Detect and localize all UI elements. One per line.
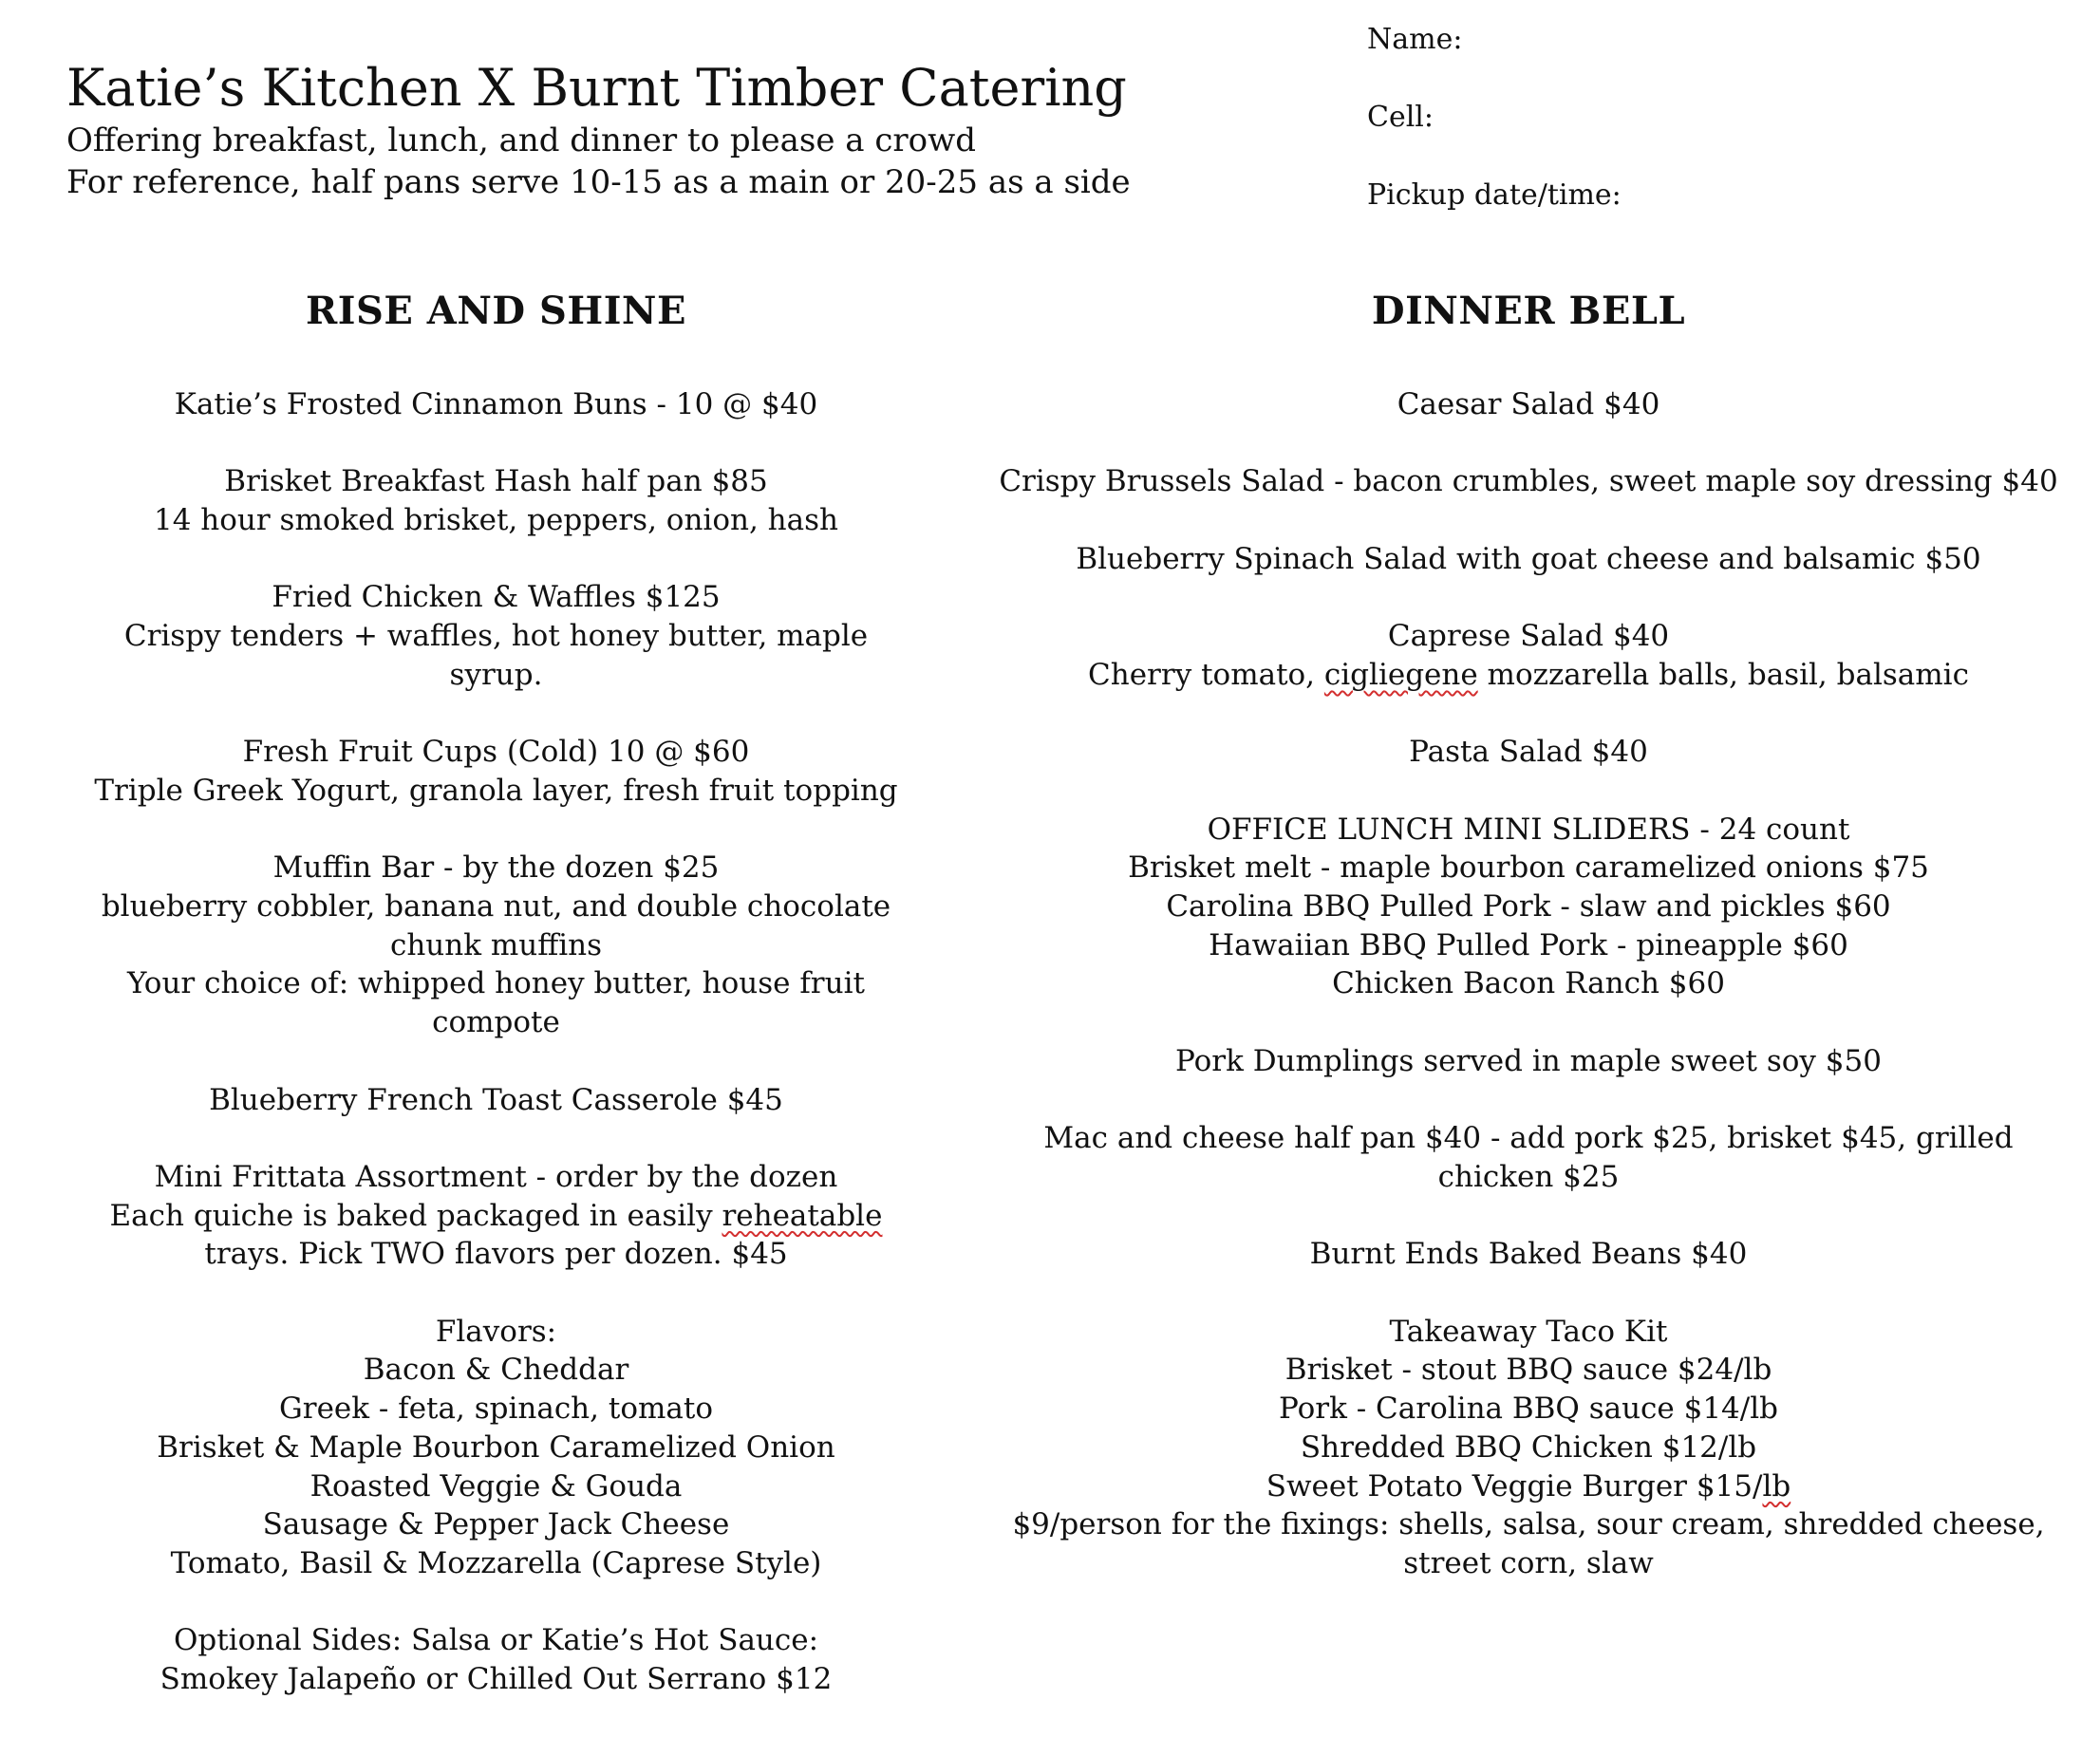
- page-title: Katie’s Kitchen X Burnt Timber Catering: [66, 58, 1127, 118]
- taco-option: Shredded BBQ Chicken $12/lb: [1300, 1429, 1757, 1465]
- menu-item-french-toast: [38, 1081, 954, 1120]
- rise-and-shine-heading: RISE AND SHINE: [306, 289, 686, 333]
- item-title: Pork Dumplings served in maple sweet soy $50: [1175, 1043, 1882, 1078]
- item-description: Triple Greek Yogurt, granola layer, fresh fruit topping: [94, 773, 898, 808]
- item-description: chicken $25: [1437, 1159, 1620, 1194]
- rise-and-shine-column: [38, 283, 954, 1737]
- item-title: Takeaway Taco Kit: [1389, 1314, 1668, 1349]
- optional-sides: [38, 1621, 954, 1698]
- description-text: mozzarella balls, basil, balsamic: [1477, 657, 1969, 692]
- spellcheck-word: reheatable: [722, 1198, 883, 1233]
- flavor-item: Sausage & Pepper Jack Cheese: [262, 1507, 730, 1542]
- flavor-item: Roasted Veggie & Gouda: [309, 1468, 683, 1504]
- item-title: Crispy Brussels Salad - bacon crumbles, sweet maple soy dressing $40: [999, 464, 2058, 499]
- order-form: [1367, 21, 2070, 254]
- item-description: blueberry cobbler, banana nut, and double chocolate: [101, 889, 891, 925]
- item-description: chunk muffins: [389, 927, 603, 962]
- item-title: Mini Frittata Assortment - order by the dozen: [154, 1159, 838, 1194]
- menu-item-muffin-bar: [38, 849, 954, 1042]
- description-text: Cherry tomato,: [1088, 657, 1324, 692]
- menu-item-caprese-salad: [968, 617, 2089, 694]
- menu-header: [66, 57, 1301, 203]
- item-description: 14 hour smoked brisket, peppers, onion, hash: [153, 503, 838, 538]
- description-text: Sweet Potato Veggie Burger $15/: [1266, 1468, 1763, 1504]
- menu-item-pasta-salad: [968, 733, 2089, 772]
- item-title: OFFICE LUNCH MINI SLIDERS - 24 count: [1207, 812, 1850, 847]
- flavor-item: Tomato, Basil & Mozzarella (Caprese Style): [170, 1545, 822, 1580]
- menu-item-chicken-waffles: [38, 578, 954, 694]
- dinner-bell-heading: DINNER BELL: [1371, 289, 1686, 333]
- menu-item-frittata: [38, 1158, 954, 1274]
- menu-item-blueberry-spinach-salad: [968, 540, 2089, 579]
- item-title: Burnt Ends Baked Beans $40: [1309, 1237, 1748, 1272]
- taco-option: Brisket - stout BBQ sauce $24/lb: [1284, 1353, 1772, 1388]
- item-description: Crispy tenders + waffles, hot honey butter, maple: [123, 619, 869, 654]
- item-description: trays. Pick TWO flavors per dozen. $45: [204, 1237, 788, 1272]
- cell-field-label: Cell:: [1367, 101, 1434, 134]
- item-description: [38, 1197, 954, 1236]
- spellcheck-word: cigliegene: [1323, 657, 1478, 692]
- flavors-label: Flavors:: [435, 1314, 557, 1349]
- menu-item-fruit-cups: [38, 733, 954, 810]
- item-title: Fresh Fruit Cups (Cold) 10 @ $60: [242, 735, 750, 770]
- item-description: [968, 656, 2089, 695]
- pickup-field-label: Pickup date/time:: [1367, 178, 1622, 212]
- item-title: Brisket Breakfast Hash half pan $85: [224, 464, 768, 499]
- item-description: $9/person for the fixings: shells, salsa, sour cream, shredded cheese,: [1012, 1507, 2045, 1542]
- slider-option: Chicken Bacon Ranch $60: [1332, 966, 1725, 1001]
- item-title: Optional Sides: Salsa or Katie’s Hot Sauce:: [173, 1623, 819, 1658]
- menu-item-mac-and-cheese: [968, 1119, 2089, 1196]
- item-title: Blueberry French Toast Casserole $45: [209, 1082, 783, 1117]
- menu-item-breakfast-hash: [38, 462, 954, 539]
- item-title: Katie’s Frosted Cinnamon Buns - 10 @ $40: [174, 387, 818, 421]
- slider-option: Carolina BBQ Pulled Pork - slaw and pickles $60: [1166, 889, 1891, 925]
- taco-option: [968, 1467, 2089, 1506]
- item-title: Mac and cheese half pan $40 - add pork $25, brisket $45, grilled: [1043, 1121, 2014, 1156]
- subtitle-offering: Offering breakfast, lunch, and dinner to please a crowd: [66, 121, 976, 159]
- name-field-label: Name:: [1367, 23, 1463, 56]
- slider-option: Hawaiian BBQ Pulled Pork - pineapple $60: [1209, 927, 1848, 962]
- slider-option: Brisket melt - maple bourbon caramelized onions $75: [1128, 850, 1929, 886]
- dinner-bell-column: [968, 283, 2089, 1621]
- subtitle-reference: For reference, half pans serve 10-15 as a main or 20-25 as a side: [66, 163, 1131, 201]
- item-description: syrup.: [449, 657, 543, 692]
- item-description: street corn, slaw: [1403, 1545, 1654, 1580]
- menu-item-cinnamon-buns: [38, 385, 954, 424]
- item-description: Smokey Jalapeño or Chilled Out Serrano $12: [159, 1662, 833, 1697]
- flavor-item: Greek - feta, spinach, tomato: [279, 1391, 713, 1427]
- flavor-item: Bacon & Cheddar: [363, 1353, 629, 1388]
- flavor-item: Brisket & Maple Bourbon Caramelized Onion: [157, 1429, 835, 1465]
- item-title: Pasta Salad $40: [1409, 735, 1648, 770]
- item-description: Your choice of: whipped honey butter, house fruit: [127, 966, 865, 1001]
- item-title: Caprese Salad $40: [1387, 619, 1670, 654]
- item-title: Muffin Bar - by the dozen $25: [272, 850, 720, 886]
- item-title: Fried Chicken & Waffles $125: [272, 580, 721, 615]
- item-title: Blueberry Spinach Salad with goat cheese and balsamic $50: [1076, 541, 1981, 576]
- item-title: Caesar Salad $40: [1397, 387, 1660, 421]
- menu-item-baked-beans: [968, 1235, 2089, 1274]
- menu-item-caesar-salad: [968, 385, 2089, 424]
- description-text: Each quiche is baked packaged in easily: [109, 1198, 722, 1233]
- taco-option: Pork - Carolina BBQ sauce $14/lb: [1279, 1391, 1778, 1427]
- item-description: compote: [432, 1005, 560, 1040]
- spellcheck-word: lb: [1762, 1468, 1791, 1504]
- menu-item-pork-dumplings: [968, 1042, 2089, 1081]
- menu-item-brussels-salad: [968, 462, 2089, 501]
- frittata-flavors-list: [38, 1313, 954, 1583]
- menu-item-mini-sliders: [968, 811, 2089, 1004]
- menu-item-taco-kit: [968, 1313, 2089, 1583]
